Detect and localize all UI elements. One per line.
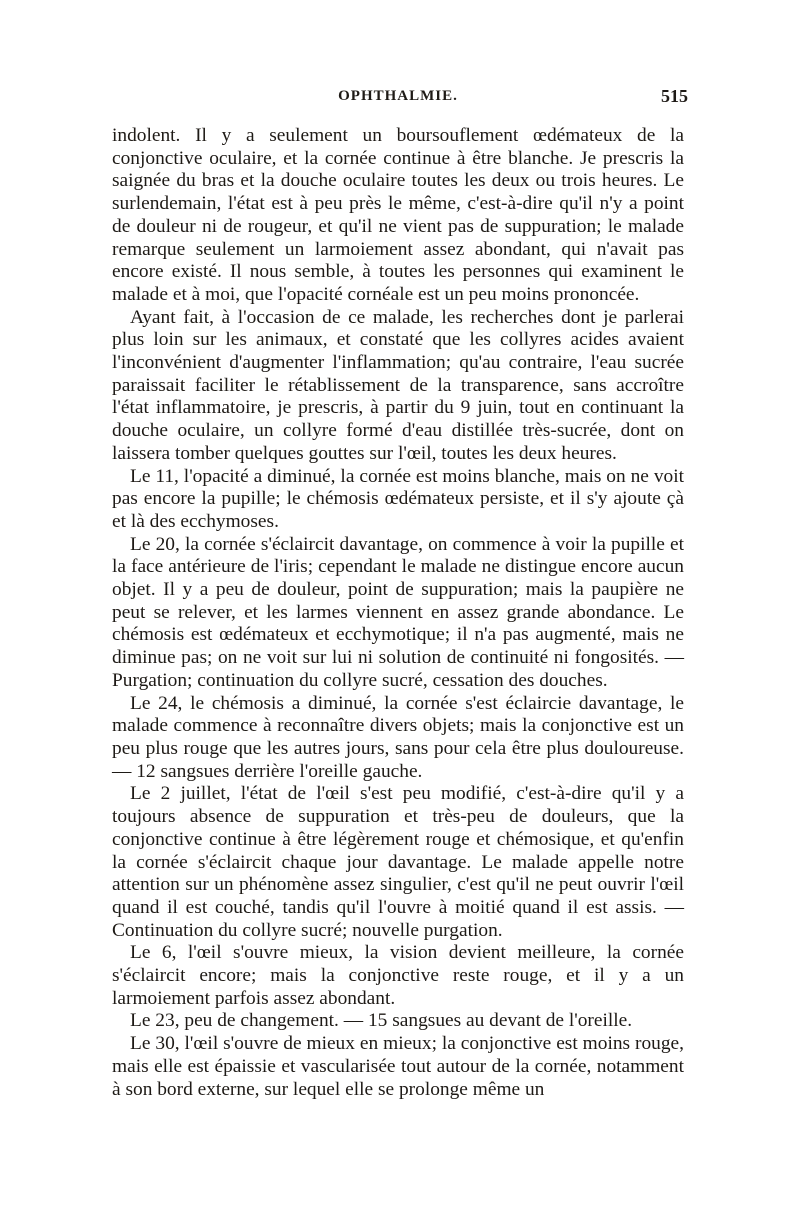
paragraph-9: Le 30, l'œil s'ouvre de mieux en mieux; la conjonctive est moins rouge, mais elle est épaissie et vascularisée tout autour de la cornée, notamment à son bord externe, sur lequel elle se prolonge même un [112,1033,684,1100]
body-text [112,125,684,1101]
paragraph-6: Le 2 juillet, l'état de l'œil s'est peu modifié, c'est-à-dire qu'il y a toujours absence de suppuration et très-peu de douleurs, que la conjonctive continue à être légèrement rouge et chémosique, et qu'enfin la cornée s'éclaircit chaque jour davantage. Le malade appelle notre attention sur un phénomène assez singulier, c'est qu'il ne peut ouvrir l'œil quand il est couché, tandis qu'il l'ouvre à moitié quand il est assis. — Continuation du collyre sucré; nouvelle purgation. [112,783,684,941]
paragraph-4: Le 20, la cornée s'éclaircit davantage, on commence à voir la pupille et la face antérieure de l'iris; cependant le malade ne distingue encore aucun objet. Il y a peu de douleur, point de suppuration; mais la paupière ne peut se relever, et les larmes viennent en assez grande abondance. Le chémosis est œdémateux et ecchymotique; il n'a pas augmenté, mais ne diminue pas; on ne voit sur lui ni solution de continuité ni fongosités. — Purgation; continuation du collyre sucré, cessation des douches. [112,533,684,691]
running-title: OPHTHALMIE. [338,88,458,104]
paragraph-2: Ayant fait, à l'occasion de ce malade, les recherches dont je parlerai plus loin sur les animaux, et constaté que les collyres acides avaient l'inconvénient d'augmenter l'inflammation; qu'au contraire, l'eau sucrée paraissait faciliter le rétablissement de la transparence, sans accroître l'état inflammatoire, je prescris, à partir du 9 juin, tout en continuant la douche oculaire, un collyre formé d'eau distillée très-sucrée, dont on laissera tomber quelques gouttes sur l'œil, toutes les deux heures. [112,306,684,464]
page-number: 515 [661,86,688,106]
paragraph-1: indolent. Il y a seulement un boursouflement œdémateux de la conjonctive oculaire, et la cornée continue à être blanche. Je prescris la saignée du bras et la douche oculaire toutes les deux ou trois heures. Le surlendemain, l'état est à peu près le même, c'est-à-dire qu'il n'y a point de douleur ni de rougeur, et qu'il ne vient pas de suppuration; le malade remarque seulement un larmoiement assez abondant, qui n'avait pas encore existé. Il nous semble, à toutes les personnes qui examinent le malade et à moi, que l'opacité cornéale est un peu moins prononcée. [112,125,684,305]
page-header [112,86,688,112]
paragraph-5: Le 24, le chémosis a diminué, la cornée s'est éclaircie davantage, le malade commence à reconnaître divers objets; mais la conjonctive est un peu plus rouge que les autres jours, sans pour cela être plus douloureuse. — 12 sangsues derrière l'oreille gauche. [112,692,684,782]
paragraph-3: Le 11, l'opacité a diminué, la cornée est moins blanche, mais on ne voit pas encore la pupille; le chémosis œdémateux persiste, et il s'y ajoute çà et là des ecchymoses. [112,465,684,532]
paragraph-7: Le 6, l'œil s'ouvre mieux, la vision devient meilleure, la cornée s'éclaircit encore; mais la conjonctive reste rouge, et il y a un larmoiement parfois assez abondant. [112,942,684,1009]
paragraph-8: Le 23, peu de changement. — 15 sangsues au devant de l'oreille. [130,1010,633,1032]
